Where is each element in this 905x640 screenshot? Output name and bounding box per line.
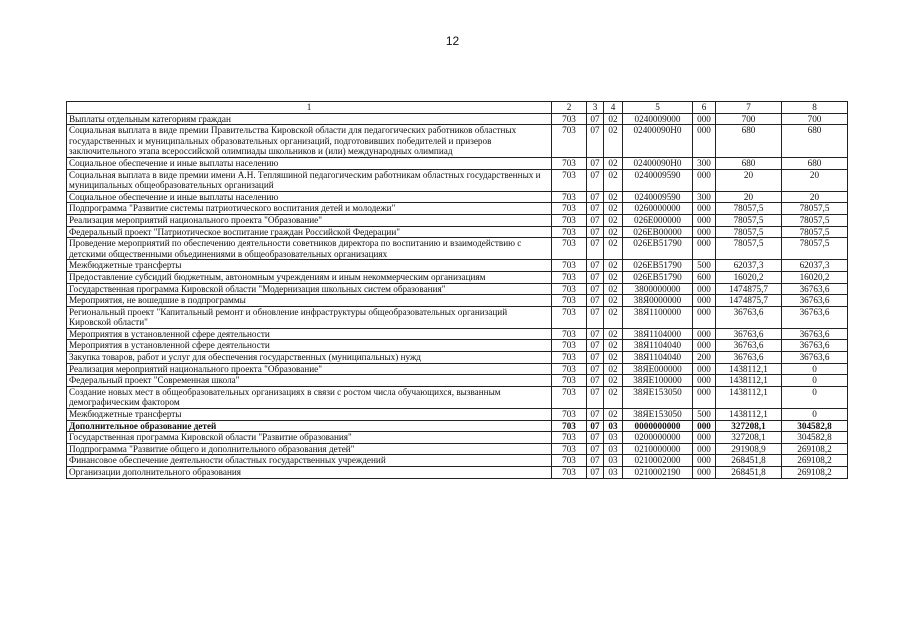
amount-year-2: 36763,6 bbox=[782, 328, 848, 340]
row-name: Закупка товаров, работ и услуг для обеспечения государственных (муниципальных) нужд bbox=[67, 352, 552, 364]
subsection-code: 02 bbox=[604, 295, 623, 307]
subsection-code: 02 bbox=[604, 271, 623, 283]
target-article: 38ЯЕ100000 bbox=[623, 375, 693, 387]
amount-year-1: 1438112,1 bbox=[716, 375, 782, 387]
subsection-code: 02 bbox=[604, 191, 623, 203]
amount-year-2: 78057,5 bbox=[782, 226, 848, 238]
admin-code: 703 bbox=[552, 283, 587, 295]
admin-code: 703 bbox=[552, 295, 587, 307]
table-row bbox=[67, 443, 848, 455]
target-article: 026ЕВ51790 bbox=[623, 260, 693, 272]
row-name: Подпрограмма "Развитие общего и дополнительного образования детей" bbox=[67, 443, 552, 455]
amount-year-2: 78057,5 bbox=[782, 214, 848, 226]
target-article: 38Я1104040 bbox=[623, 352, 693, 364]
amount-year-2: 304582,8 bbox=[782, 420, 848, 432]
target-article: 3800000000 bbox=[623, 283, 693, 295]
header-cell: 7 bbox=[716, 102, 782, 114]
amount-year-1: 700 bbox=[716, 113, 782, 125]
admin-code: 703 bbox=[552, 328, 587, 340]
amount-year-1: 680 bbox=[716, 157, 782, 169]
amount-year-1: 16020,2 bbox=[716, 271, 782, 283]
amount-year-1: 327208,1 bbox=[716, 432, 782, 444]
expense-type: 000 bbox=[693, 169, 716, 191]
header-cell: 4 bbox=[604, 102, 623, 114]
table-row bbox=[67, 191, 848, 203]
header-cell: 2 bbox=[552, 102, 587, 114]
amount-year-2: 20 bbox=[782, 191, 848, 203]
admin-code: 703 bbox=[552, 443, 587, 455]
expense-type: 000 bbox=[693, 375, 716, 387]
expense-type: 000 bbox=[693, 306, 716, 328]
row-name: Создание новых мест в общеобразовательных организациях в связи с ростом числа обучающихся, вызванным демографическим фактором bbox=[67, 386, 552, 408]
amount-year-2: 0 bbox=[782, 409, 848, 421]
row-name: Подпрограмма "Развитие системы патриотического воспитания детей и молодежи" bbox=[67, 203, 552, 215]
expense-type: 200 bbox=[693, 352, 716, 364]
expense-type: 000 bbox=[693, 432, 716, 444]
admin-code: 703 bbox=[552, 409, 587, 421]
amount-year-2: 304582,8 bbox=[782, 432, 848, 444]
amount-year-2: 36763,6 bbox=[782, 306, 848, 328]
amount-year-1: 78057,5 bbox=[716, 238, 782, 260]
amount-year-2: 36763,6 bbox=[782, 340, 848, 352]
header-cell: 1 bbox=[67, 102, 552, 114]
header-cell: 6 bbox=[693, 102, 716, 114]
row-name: Государственная программа Кировской области "Модернизация школьных систем образования" bbox=[67, 283, 552, 295]
subsection-code: 02 bbox=[604, 125, 623, 158]
subsection-code: 02 bbox=[604, 386, 623, 408]
amount-year-1: 327208,1 bbox=[716, 420, 782, 432]
expense-type: 300 bbox=[693, 191, 716, 203]
target-article: 026Е000000 bbox=[623, 214, 693, 226]
expense-type: 000 bbox=[693, 455, 716, 467]
section-code: 07 bbox=[587, 169, 604, 191]
section-code: 07 bbox=[587, 328, 604, 340]
amount-year-1: 20 bbox=[716, 191, 782, 203]
admin-code: 703 bbox=[552, 226, 587, 238]
amount-year-2: 269108,2 bbox=[782, 455, 848, 467]
target-article: 02400090Н0 bbox=[623, 125, 693, 158]
expense-type: 300 bbox=[693, 157, 716, 169]
admin-code: 703 bbox=[552, 260, 587, 272]
subsection-code: 03 bbox=[604, 455, 623, 467]
amount-year-2: 680 bbox=[782, 157, 848, 169]
table-row bbox=[67, 306, 848, 328]
table-row bbox=[67, 340, 848, 352]
admin-code: 703 bbox=[552, 386, 587, 408]
amount-year-1: 78057,5 bbox=[716, 226, 782, 238]
target-article: 02400090Н0 bbox=[623, 157, 693, 169]
amount-year-1: 1438112,1 bbox=[716, 409, 782, 421]
section-code: 07 bbox=[587, 386, 604, 408]
amount-year-1: 1474875,7 bbox=[716, 283, 782, 295]
table-row bbox=[67, 386, 848, 408]
table-row bbox=[67, 328, 848, 340]
table-row bbox=[67, 432, 848, 444]
amount-year-2: 680 bbox=[782, 125, 848, 158]
target-article: 38ЯЕ153050 bbox=[623, 386, 693, 408]
row-name: Социальное обеспечение и иные выплаты населению bbox=[67, 157, 552, 169]
amount-year-2: 269108,2 bbox=[782, 467, 848, 479]
amount-year-2: 78057,5 bbox=[782, 203, 848, 215]
amount-year-2: 700 bbox=[782, 113, 848, 125]
expense-type: 000 bbox=[693, 340, 716, 352]
table-row bbox=[67, 113, 848, 125]
row-name: Организации дополнительного образования bbox=[67, 467, 552, 479]
amount-year-1: 1438112,1 bbox=[716, 386, 782, 408]
subsection-code: 02 bbox=[604, 375, 623, 387]
section-code: 07 bbox=[587, 113, 604, 125]
row-name: Выплаты отдельным категориям граждан bbox=[67, 113, 552, 125]
section-code: 07 bbox=[587, 306, 604, 328]
row-name: Государственная программа Кировской области "Развитие образования" bbox=[67, 432, 552, 444]
expense-type: 500 bbox=[693, 409, 716, 421]
amount-year-2: 36763,6 bbox=[782, 352, 848, 364]
row-name: Мероприятия в установленной сфере деятельности bbox=[67, 340, 552, 352]
expense-type: 000 bbox=[693, 226, 716, 238]
expense-type: 000 bbox=[693, 363, 716, 375]
expense-type: 600 bbox=[693, 271, 716, 283]
table-row bbox=[67, 238, 848, 260]
section-code: 07 bbox=[587, 271, 604, 283]
table-row bbox=[67, 271, 848, 283]
expense-type: 000 bbox=[693, 125, 716, 158]
expense-type: 000 bbox=[693, 203, 716, 215]
expense-type: 500 bbox=[693, 260, 716, 272]
subsection-code: 02 bbox=[604, 203, 623, 215]
table-row bbox=[67, 363, 848, 375]
amount-year-2: 20 bbox=[782, 169, 848, 191]
amount-year-1: 268451,8 bbox=[716, 467, 782, 479]
table-row bbox=[67, 420, 848, 432]
row-name: Социальная выплата в виде премии Правительства Кировской области для педагогических работников областных государственных и муниципальных образовательных организаций, подготовивших победителей и призеров заключительного этапа всероссийской олимпиады школьников и (или) международных олимпиад bbox=[67, 125, 552, 158]
amount-year-1: 62037,3 bbox=[716, 260, 782, 272]
row-name: Финансовое обеспечение деятельности областных государственных учреждений bbox=[67, 455, 552, 467]
table-row bbox=[67, 260, 848, 272]
subsection-code: 02 bbox=[604, 238, 623, 260]
section-code: 07 bbox=[587, 409, 604, 421]
section-code: 07 bbox=[587, 226, 604, 238]
admin-code: 703 bbox=[552, 420, 587, 432]
expense-type: 000 bbox=[693, 420, 716, 432]
amount-year-1: 1438112,1 bbox=[716, 363, 782, 375]
subsection-code: 02 bbox=[604, 113, 623, 125]
target-article: 026ЕВ51790 bbox=[623, 238, 693, 260]
section-code: 07 bbox=[587, 375, 604, 387]
amount-year-1: 1474875,7 bbox=[716, 295, 782, 307]
table-row bbox=[67, 455, 848, 467]
admin-code: 703 bbox=[552, 432, 587, 444]
table-row bbox=[67, 226, 848, 238]
amount-year-1: 78057,5 bbox=[716, 203, 782, 215]
section-code: 07 bbox=[587, 283, 604, 295]
subsection-code: 02 bbox=[604, 157, 623, 169]
admin-code: 703 bbox=[552, 214, 587, 226]
row-name: Региональный проект "Капитальный ремонт и обновление инфраструктуры общеобразовательных организаций Кировской области" bbox=[67, 306, 552, 328]
section-code: 07 bbox=[587, 203, 604, 215]
header-cell: 5 bbox=[623, 102, 693, 114]
admin-code: 703 bbox=[552, 455, 587, 467]
expense-type: 000 bbox=[693, 113, 716, 125]
expense-type: 000 bbox=[693, 328, 716, 340]
header-cell: 8 bbox=[782, 102, 848, 114]
section-code: 07 bbox=[587, 238, 604, 260]
target-article: 0260000000 bbox=[623, 203, 693, 215]
amount-year-2: 36763,6 bbox=[782, 283, 848, 295]
target-article: 0000000000 bbox=[623, 420, 693, 432]
row-name: Федеральный проект "Патриотическое воспитание граждан Российской Федерации" bbox=[67, 226, 552, 238]
admin-code: 703 bbox=[552, 352, 587, 364]
admin-code: 703 bbox=[552, 340, 587, 352]
amount-year-2: 0 bbox=[782, 386, 848, 408]
section-code: 07 bbox=[587, 363, 604, 375]
row-name: Мероприятия в установленной сфере деятельности bbox=[67, 328, 552, 340]
target-article: 0210002190 bbox=[623, 467, 693, 479]
row-name: Межбюджетные трансферты bbox=[67, 409, 552, 421]
row-name: Реализация мероприятий национального проекта "Образование" bbox=[67, 363, 552, 375]
row-name: Предоставление субсидий бюджетным, автономным учреждениям и иным некоммерческим организациям bbox=[67, 271, 552, 283]
amount-year-2: 269108,2 bbox=[782, 443, 848, 455]
subsection-code: 03 bbox=[604, 467, 623, 479]
section-code: 07 bbox=[587, 420, 604, 432]
subsection-code: 03 bbox=[604, 432, 623, 444]
row-name: Социальное обеспечение и иные выплаты населению bbox=[67, 191, 552, 203]
subsection-code: 02 bbox=[604, 340, 623, 352]
admin-code: 703 bbox=[552, 306, 587, 328]
target-article: 0210002000 bbox=[623, 455, 693, 467]
admin-code: 703 bbox=[552, 157, 587, 169]
section-code: 07 bbox=[587, 214, 604, 226]
subsection-code: 02 bbox=[604, 352, 623, 364]
header-cell: 3 bbox=[587, 102, 604, 114]
page-number: 12 bbox=[445, 34, 460, 48]
amount-year-1: 268451,8 bbox=[716, 455, 782, 467]
section-code: 07 bbox=[587, 352, 604, 364]
table-row bbox=[67, 295, 848, 307]
section-code: 07 bbox=[587, 455, 604, 467]
section-code: 07 bbox=[587, 467, 604, 479]
table-row bbox=[67, 467, 848, 479]
amount-year-1: 36763,6 bbox=[716, 352, 782, 364]
subsection-code: 02 bbox=[604, 226, 623, 238]
subsection-code: 02 bbox=[604, 363, 623, 375]
table-row bbox=[67, 352, 848, 364]
admin-code: 703 bbox=[552, 363, 587, 375]
row-name: Межбюджетные трансферты bbox=[67, 260, 552, 272]
expense-type: 000 bbox=[693, 295, 716, 307]
amount-year-2: 62037,3 bbox=[782, 260, 848, 272]
subsection-code: 02 bbox=[604, 328, 623, 340]
amount-year-1: 680 bbox=[716, 125, 782, 158]
amount-year-2: 36763,6 bbox=[782, 295, 848, 307]
table-row bbox=[67, 283, 848, 295]
amount-year-1: 36763,6 bbox=[716, 340, 782, 352]
expense-type: 000 bbox=[693, 238, 716, 260]
row-name: Дополнительное образование детей bbox=[67, 420, 552, 432]
target-article: 38ЯЕ153050 bbox=[623, 409, 693, 421]
subsection-code: 02 bbox=[604, 169, 623, 191]
target-article: 38ЯЕ000000 bbox=[623, 363, 693, 375]
target-article: 026ЕВ00000 bbox=[623, 226, 693, 238]
section-code: 07 bbox=[587, 432, 604, 444]
section-code: 07 bbox=[587, 443, 604, 455]
section-code: 07 bbox=[587, 125, 604, 158]
subsection-code: 02 bbox=[604, 214, 623, 226]
target-article: 38Я0000000 bbox=[623, 295, 693, 307]
section-code: 07 bbox=[587, 295, 604, 307]
target-article: 38Я1100000 bbox=[623, 306, 693, 328]
expense-type: 000 bbox=[693, 283, 716, 295]
amount-year-2: 78057,5 bbox=[782, 238, 848, 260]
subsection-code: 02 bbox=[604, 260, 623, 272]
expense-type: 000 bbox=[693, 386, 716, 408]
expense-type: 000 bbox=[693, 443, 716, 455]
admin-code: 703 bbox=[552, 169, 587, 191]
row-name: Реализация мероприятий национального проекта "Образование" bbox=[67, 214, 552, 226]
table-header-row bbox=[67, 102, 848, 114]
amount-year-1: 20 bbox=[716, 169, 782, 191]
target-article: 0240009590 bbox=[623, 169, 693, 191]
target-article: 0210000000 bbox=[623, 443, 693, 455]
admin-code: 703 bbox=[552, 191, 587, 203]
table-row bbox=[67, 214, 848, 226]
amount-year-2: 16020,2 bbox=[782, 271, 848, 283]
subsection-code: 02 bbox=[604, 283, 623, 295]
amount-year-1: 36763,6 bbox=[716, 306, 782, 328]
target-article: 0240009590 bbox=[623, 191, 693, 203]
target-article: 026ЕВ51790 bbox=[623, 271, 693, 283]
section-code: 07 bbox=[587, 340, 604, 352]
row-name: Федеральный проект "Современная школа" bbox=[67, 375, 552, 387]
admin-code: 703 bbox=[552, 375, 587, 387]
section-code: 07 bbox=[587, 260, 604, 272]
row-name: Проведение мероприятий по обеспечению деятельности советников директора по воспитанию и взаимодействию с детскими общественными объединениями в общеобразовательных организациях bbox=[67, 238, 552, 260]
admin-code: 703 bbox=[552, 203, 587, 215]
table-row bbox=[67, 375, 848, 387]
budget-table bbox=[66, 101, 848, 479]
expense-type: 000 bbox=[693, 467, 716, 479]
admin-code: 703 bbox=[552, 271, 587, 283]
target-article: 38Я1104000 bbox=[623, 328, 693, 340]
amount-year-1: 36763,6 bbox=[716, 328, 782, 340]
target-article: 38Я1104040 bbox=[623, 340, 693, 352]
table-row bbox=[67, 203, 848, 215]
amount-year-2: 0 bbox=[782, 363, 848, 375]
subsection-code: 03 bbox=[604, 443, 623, 455]
section-code: 07 bbox=[587, 191, 604, 203]
table-row bbox=[67, 157, 848, 169]
target-article: 0200000000 bbox=[623, 432, 693, 444]
subsection-code: 02 bbox=[604, 306, 623, 328]
admin-code: 703 bbox=[552, 125, 587, 158]
subsection-code: 02 bbox=[604, 409, 623, 421]
section-code: 07 bbox=[587, 157, 604, 169]
expense-type: 000 bbox=[693, 214, 716, 226]
amount-year-2: 0 bbox=[782, 375, 848, 387]
row-name: Социальная выплата в виде премии имени А.Н. Тепляшиной педагогическим работникам областных государственных и муниципальных общеобразовательных организаций bbox=[67, 169, 552, 191]
admin-code: 703 bbox=[552, 238, 587, 260]
amount-year-1: 291908,9 bbox=[716, 443, 782, 455]
table-row bbox=[67, 409, 848, 421]
subsection-code: 03 bbox=[604, 420, 623, 432]
table-row bbox=[67, 125, 848, 158]
admin-code: 703 bbox=[552, 467, 587, 479]
target-article: 0240009000 bbox=[623, 113, 693, 125]
table-row bbox=[67, 169, 848, 191]
amount-year-1: 78057,5 bbox=[716, 214, 782, 226]
admin-code: 703 bbox=[552, 113, 587, 125]
row-name: Мероприятия, не вошедшие в подпрограммы bbox=[67, 295, 552, 307]
